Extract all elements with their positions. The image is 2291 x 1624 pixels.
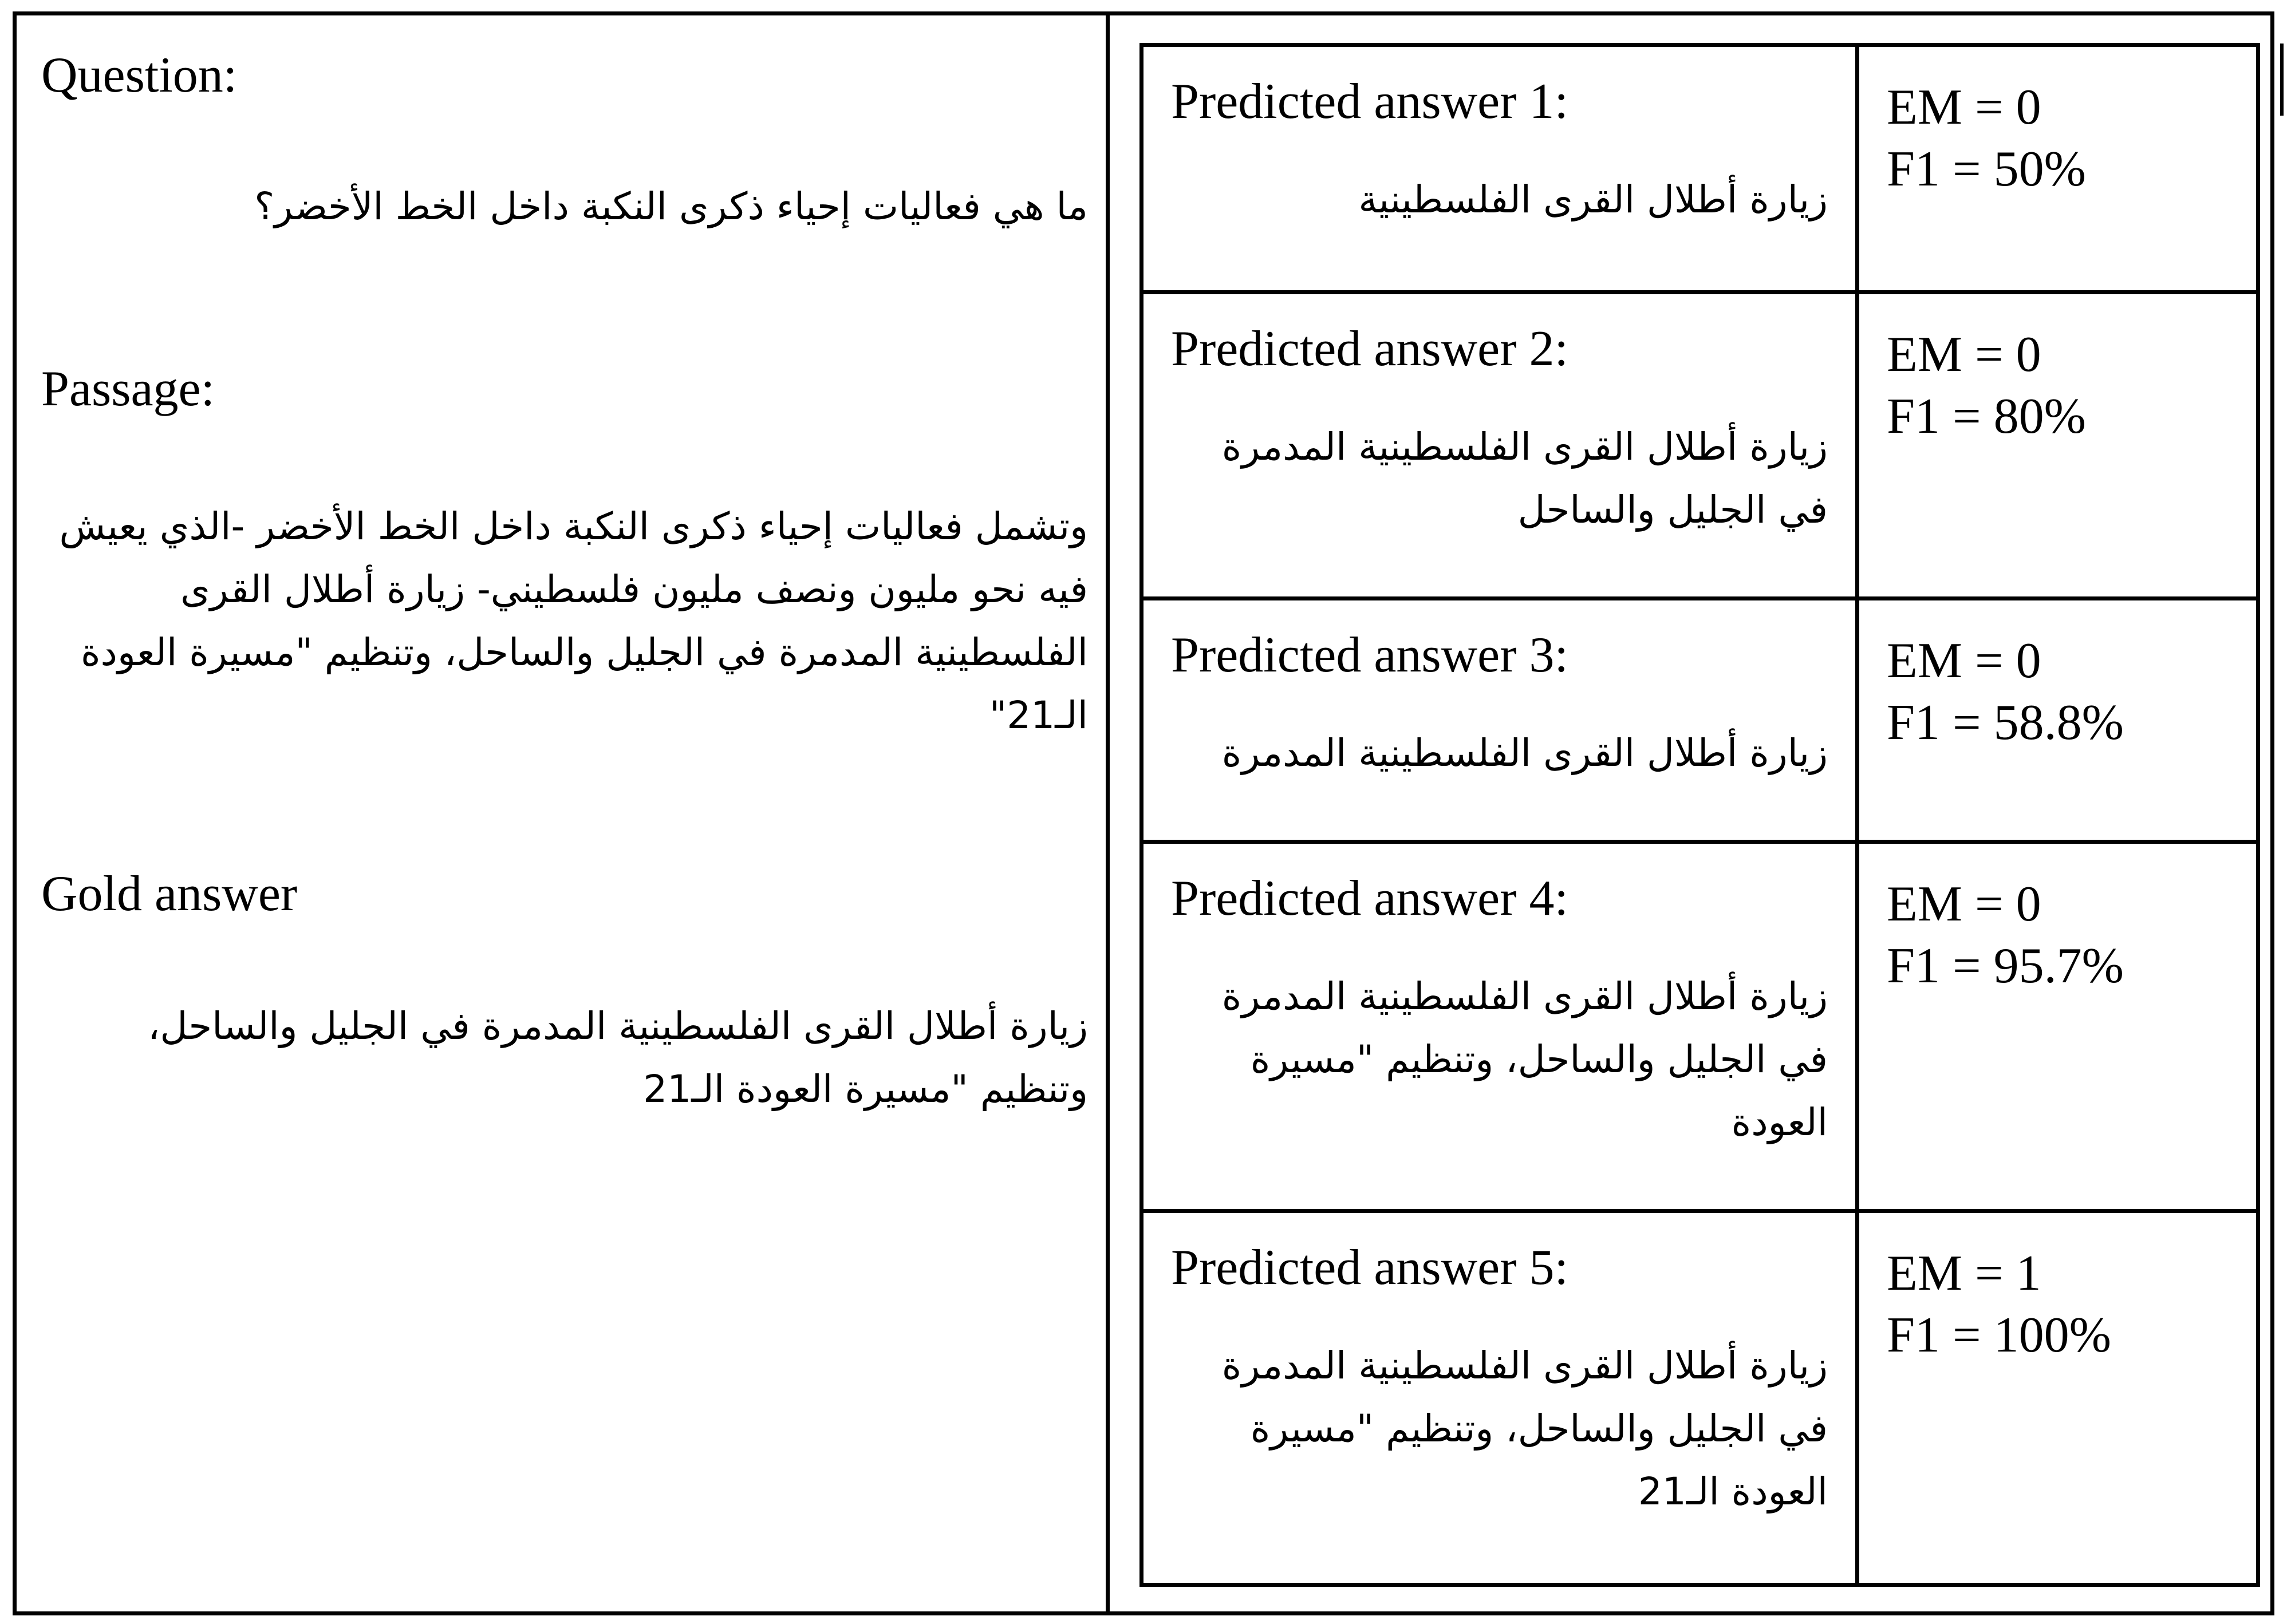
prediction-text: زيارة أطلال القرى الفلسطينية المدمرة في الجليل والساحل، وتنظيم "مسيرة العودة [1221, 974, 1828, 1144]
prediction-row [1142, 842, 2258, 1211]
prediction-text: زيارة أطلال القرى الفلسطينية المدمرة [1221, 731, 1828, 775]
gold-answer-text: زيارة أطلال القرى الفلسطينية المدمرة في الجليل والساحل، وتنظيم "مسيرة العودة الـ21 [148, 1004, 1088, 1111]
predictions-table [1139, 43, 2260, 1587]
score-cell [1858, 293, 2258, 599]
f1-score: F1 = 100% [1887, 1307, 2111, 1363]
prediction-cell [1142, 599, 1858, 842]
prediction-row [1142, 293, 2258, 599]
prediction-text: زيارة أطلال القرى الفلسطينية المدمرة في الجليل والساحل [1221, 425, 1828, 532]
column-divider [1106, 11, 1110, 1615]
prediction-text: زيارة أطلال القرى الفلسطينية [1358, 177, 1828, 222]
score-cell [1858, 842, 2258, 1211]
prediction-row [1142, 599, 2258, 842]
prediction-label: Predicted answer 1: [1171, 74, 1568, 129]
score-cell [1858, 45, 2258, 293]
prediction-cell [1142, 45, 1858, 293]
em-score: EM = 0 [1887, 327, 2041, 382]
prediction-label: Predicted answer 3: [1171, 627, 1568, 683]
em-score: EM = 0 [1887, 80, 2041, 135]
prediction-label: Predicted answer 2: [1171, 321, 1568, 377]
prediction-cell [1142, 842, 1858, 1211]
prediction-row [1142, 1211, 2258, 1585]
gold-answer-label: Gold answer [41, 866, 298, 922]
question-label: Question: [41, 48, 238, 103]
passage-text: وتشمل فعاليات إحياء ذكرى النكبة داخل الخط الأخضر -الذي يعيش فيه نحو مليون ونصف مليون فلسطيني- زيارة أطلال القرى الفلسطينية المدمرة في الجليل والساحل، وتنظيم "مسيرة العودة الـ21" [59, 504, 1088, 737]
f1-score: F1 = 50% [1887, 141, 2086, 197]
em-score: EM = 0 [1887, 633, 2041, 689]
score-cell [1858, 599, 2258, 842]
prediction-cell [1142, 1211, 1858, 1585]
f1-score: F1 = 80% [1887, 389, 2086, 444]
f1-score: F1 = 95.7% [1887, 938, 2124, 994]
prediction-label: Predicted answer 5: [1171, 1240, 1568, 1295]
passage-label: Passage: [41, 361, 215, 417]
prediction-text: زيارة أطلال القرى الفلسطينية المدمرة في الجليل والساحل، وتنظيم "مسيرة العودة الـ21 [1221, 1344, 1828, 1514]
f1-score: F1 = 58.8% [1887, 695, 2124, 750]
prediction-label: Predicted answer 4: [1171, 871, 1568, 926]
prediction-row [1142, 45, 2258, 293]
prediction-cell [1142, 293, 1858, 599]
question-text: ما هي فعاليات إحياء ذكرى النكبة داخل الخط الأخضر؟ [254, 184, 1088, 228]
em-score: EM = 1 [1887, 1246, 2041, 1301]
score-cell [1858, 1211, 2258, 1585]
em-score: EM = 0 [1887, 876, 2041, 932]
edge-rule [2280, 44, 2284, 116]
